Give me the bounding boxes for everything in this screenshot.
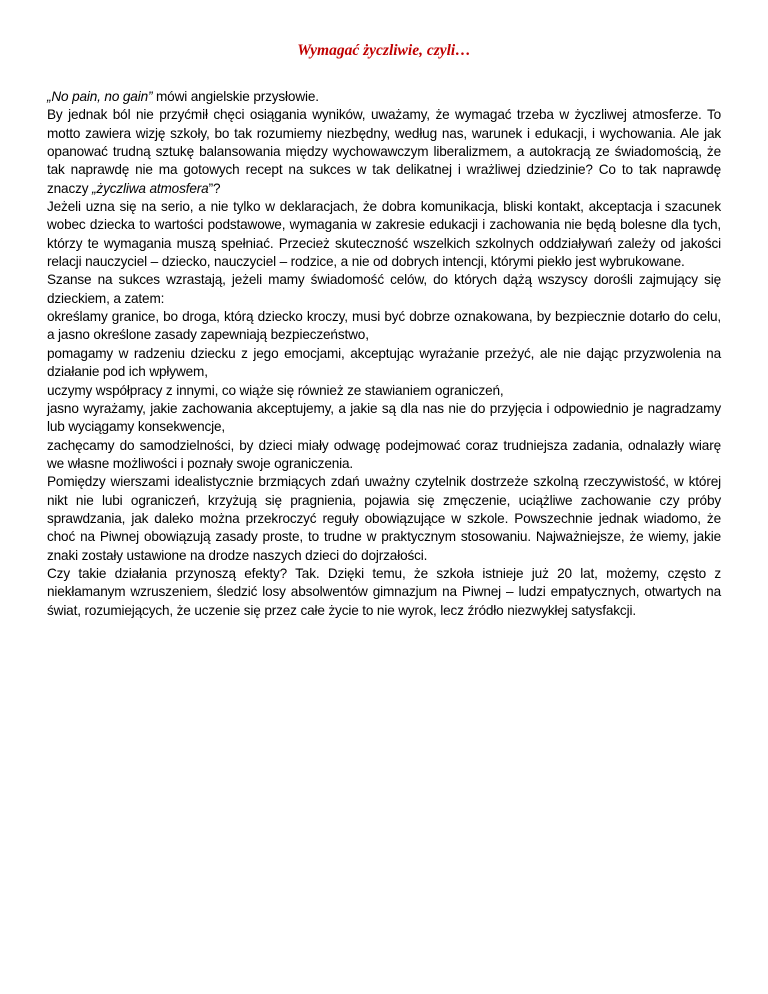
list-item-independence: zachęcamy do samodzielności, by dzieci miały odwagę podejmować coraz trudniejsza zadania, odnalazły wiarę we własne możliwości i poznały swoje ograniczenia. — [47, 437, 721, 471]
proverb-rest: mówi angielskie przysłowie. — [152, 89, 319, 104]
paragraph-goals-intro: Szanse na sukces wzrastają, jeżeli mamy świadomość celów, do których dążą wszyscy dorośli zajmujący się dzieckiem, a zatem: — [47, 272, 721, 306]
paragraph-communication: Jeżeli uzna się na serio, a nie tylko w deklaracjach, że dobra komunikacja, bliski kontakt, akceptacja i szacunek wobec dziecka to wartości podstawowe, wymagania w zakresie edukacji i zachowania nie będą bolesne dla tych, którzy te wymagania muszą spełniać. Przecież skuteczność wszelkich szkolnych oddziaływań zależy od jakości relacji nauczyciel – dziecko, nauczyciel – rodzice, a nie od dobrych intencji, którymi piekło jest wybrukowane. — [47, 199, 721, 270]
list-item-expectations: jasno wyrażamy, jakie zachowania akceptujemy, a jakie są dla nas nie do przyjęcia i odpowiednio je nagradzamy lub wyciągamy konsekwencje, — [47, 400, 721, 435]
list-item-cooperation: uczymy współpracy z innymi, co wiąże się również ze stawianiem ograniczeń, — [47, 382, 504, 398]
list-item-emotions: pomagamy w radzeniu dziecku z jego emocjami, akceptując wyrażanie przeżyć, ale nie dając przyzwolenia na działanie pod ich wpływem, — [47, 345, 721, 380]
paragraph-effects: Czy takie działania przynoszą efekty? Tak. Dzięki temu, że szkoła istnieje już 20 lat, możemy, często z niekłamanym wzruszeniem, śledzić losy absolwentów gimnazjum na Piwnej – ludzi empatycznych, otwartych na świat, rozumiejących, że uczenie się przez całe życie to nie wyrok, lecz źródło niezwykłej satysfakcji. — [47, 565, 721, 618]
document-title: Wymagać życzliwie, czyli… — [297, 42, 471, 59]
paragraph-proverb — [47, 88, 721, 106]
motto-text: By jednak ból nie przyćmił chęci osiągania wyników, uważamy, że wymagać trzeba w życzliwej atmosferze. To motto zawiera wizję szkoły, bo tak rozumiemy niezbędny, według nas, warunek i edukacji, i wychowania. Ale jak opanować trudną sztukę balansowania między wychowawczym liberalizmem, a autokracją ze świadomością, że tak naprawdę nie ma gotowych recept na sukces w tak delikatnej i wrażliwej dziedzinie? Co to tak naprawdę znaczy — [47, 107, 721, 196]
proverb-quote: „No pain, no gain” — [47, 89, 153, 104]
list-item-boundaries: określamy granice, bo droga, którą dziecko kroczy, musi być dobrze oznakowana, by bezpiecznie dotarło do celu, a jasno określone zasady zapewniają bezpieczeństwo, — [47, 309, 721, 343]
motto-emphasis: „życzliwa atmosfera — [92, 180, 209, 196]
paragraph-motto — [47, 106, 721, 198]
motto-end: ”? — [208, 180, 221, 196]
paragraph-reality: Pomiędzy wierszami idealistycznie brzmiących zdań uważny czytelnik dostrzeże szkolną rzeczywistość, w której nikt nie lubi ograniczeń, krzyżują się pragnienia, pojawia się zmęczenie, uciążliwe zachowanie czy próby sprawdzania, jak daleko można przekroczyć reguły obowiązujące w szkole. Powszechnie jednak wiadomo, że choć na Piwnej obowiązują zasady proste, to trudne w praktycznym stosowaniu. Najważniejsze, że wiemy, jakie znaki zostały ustawione na drodze naszych dzieci do dojrzałości. — [47, 474, 721, 563]
document-body — [47, 88, 721, 620]
